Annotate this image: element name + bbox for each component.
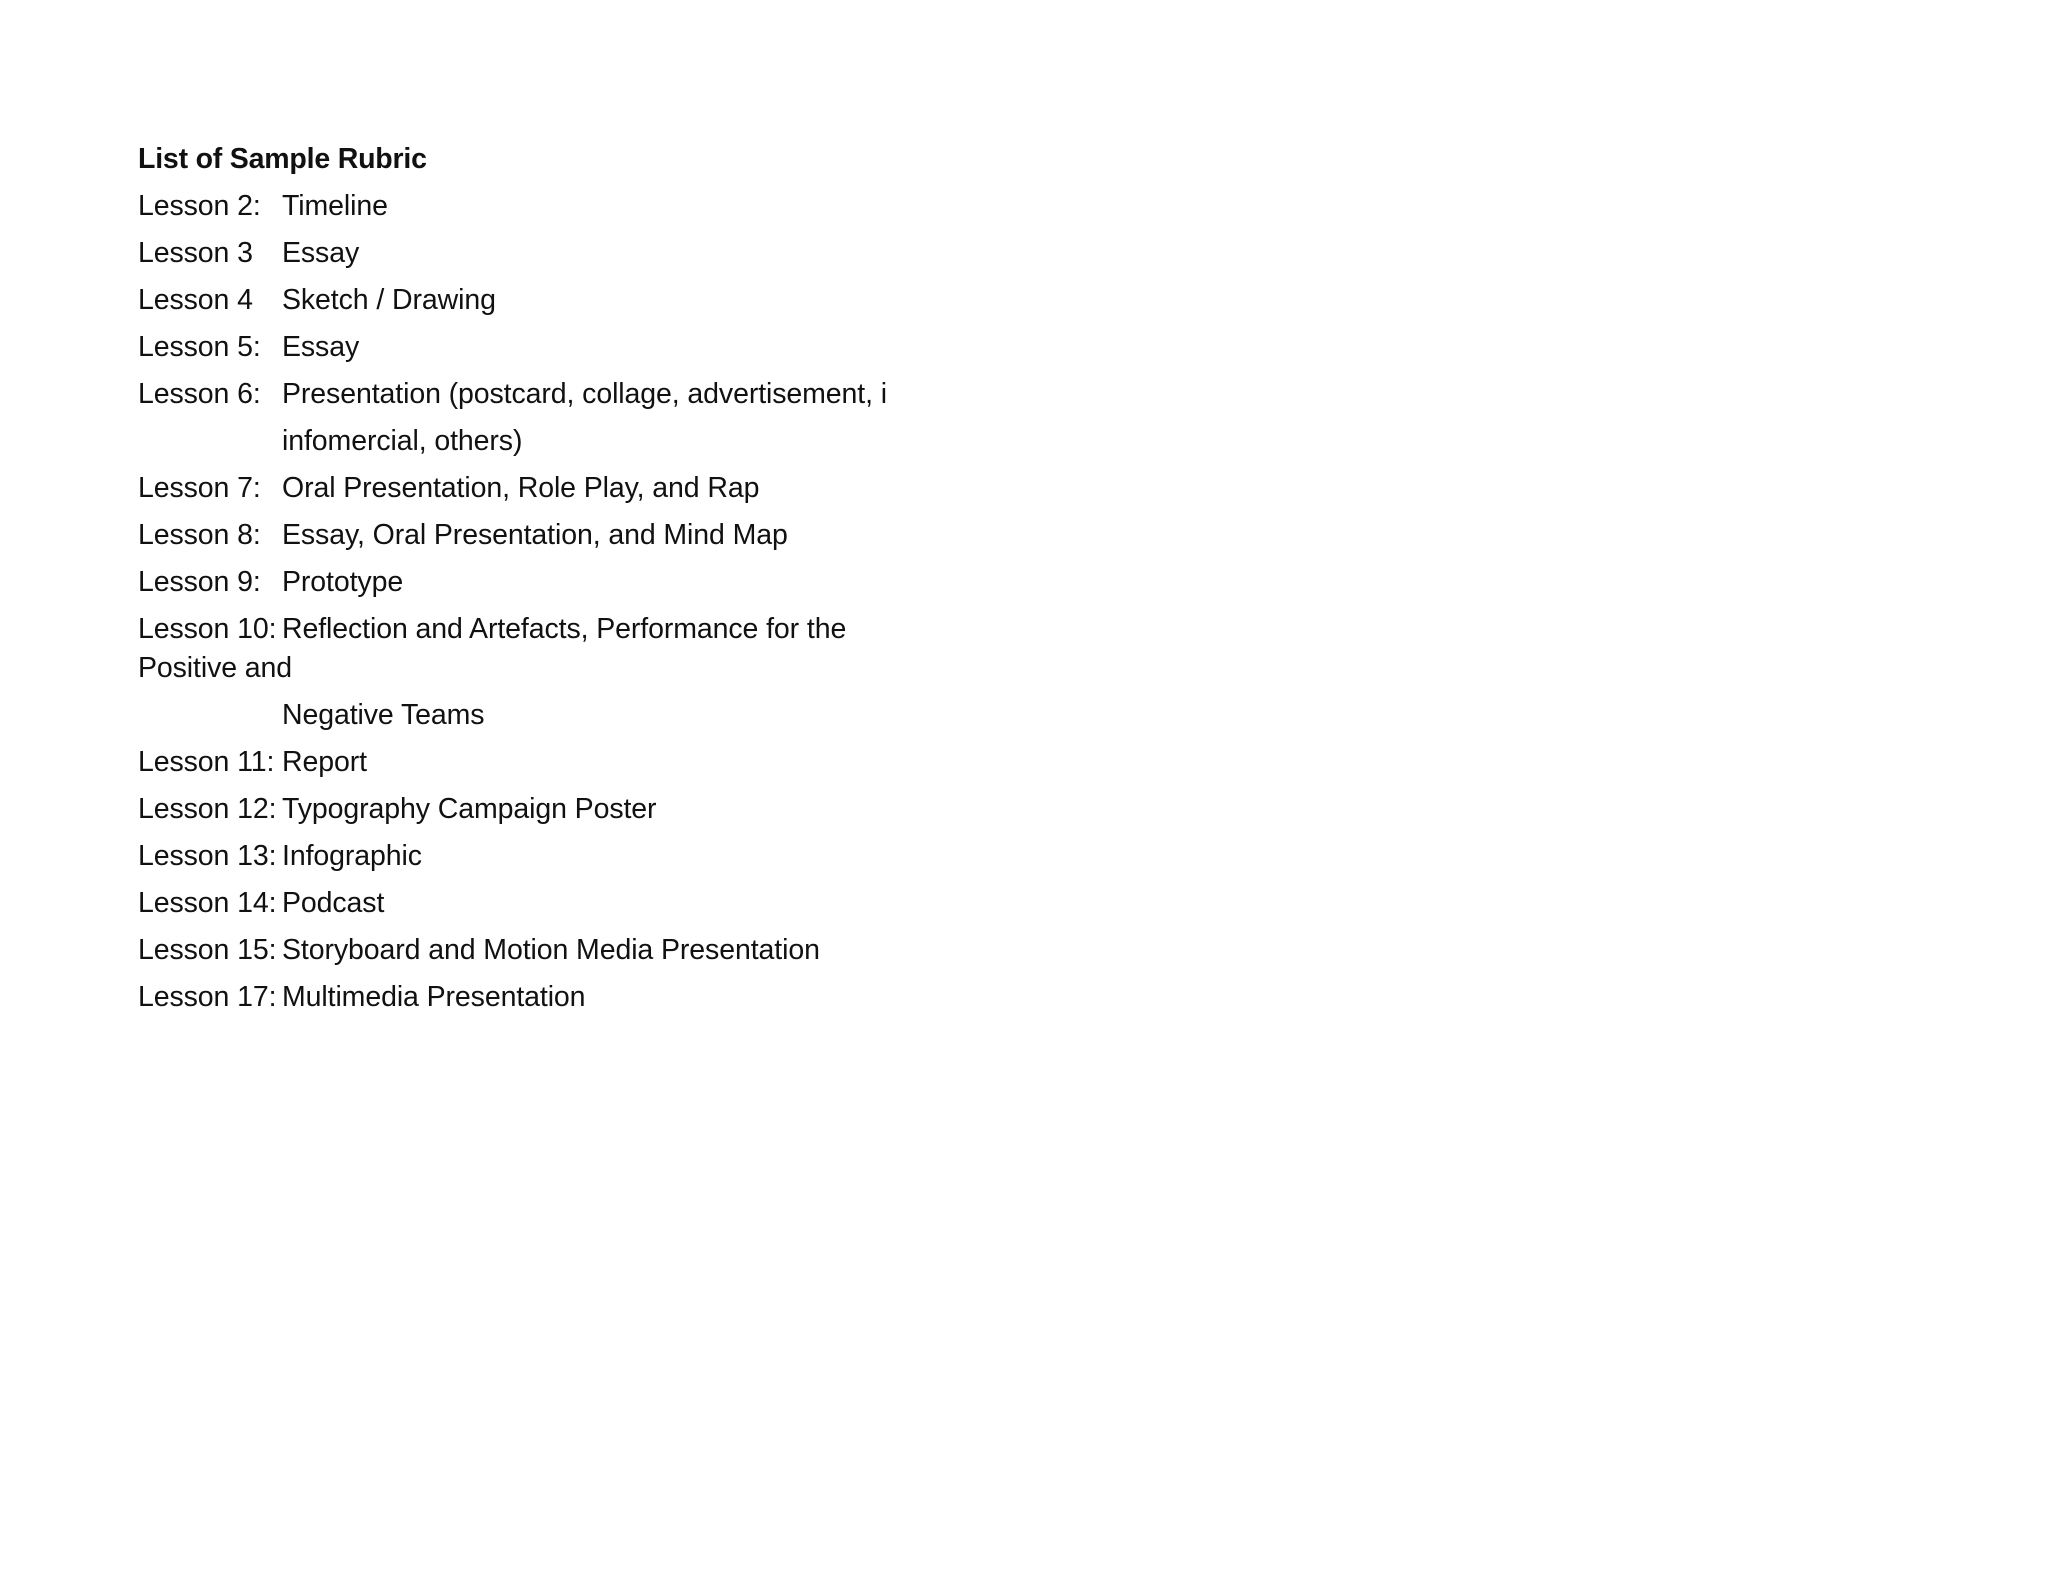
list-item: [138, 927, 1038, 974]
lesson-rubric: Storyboard and Motion Media Presentation: [282, 934, 820, 966]
lesson-label: Lesson 15:: [138, 934, 277, 966]
page-title: List of Sample Rubric: [138, 143, 427, 175]
list-item: [138, 610, 1038, 688]
list-item-continuation: infomercial, others): [282, 425, 523, 457]
lesson-label: Lesson 14:: [138, 887, 277, 919]
lesson-rubric: Oral Presentation, Role Play, and Rap: [282, 472, 760, 504]
lesson-label: Lesson 8:: [138, 519, 261, 551]
lesson-label: Lesson 17:: [138, 981, 277, 1013]
lesson-rubric: Report: [282, 746, 367, 778]
lesson-label: Lesson 4: [138, 284, 253, 316]
lesson-label: Lesson 2:: [138, 190, 261, 222]
rubric-list: [138, 136, 1038, 1021]
lesson-rubric: Essay: [282, 331, 360, 363]
list-item: [138, 833, 1038, 880]
list-item: [138, 465, 1038, 512]
list-item: [138, 974, 1038, 1021]
lesson-label: Lesson 3: [138, 237, 253, 269]
lesson-rubric: Podcast: [282, 887, 385, 919]
lesson-rubric-wrap: Positive and: [138, 652, 293, 684]
list-item: [138, 183, 1038, 230]
list-item: [138, 371, 1038, 418]
list-item-continuation: Negative Teams: [282, 699, 485, 731]
lesson-label: Lesson 10:: [138, 613, 277, 645]
lesson-rubric: Typography Campaign Poster: [282, 793, 657, 825]
lesson-rubric: Multimedia Presentation: [282, 981, 586, 1013]
lesson-rubric: Prototype: [282, 566, 404, 598]
list-item: [138, 230, 1038, 277]
lesson-label: Lesson 6:: [138, 378, 261, 410]
lesson-rubric: Essay: [282, 237, 360, 269]
lesson-label: Lesson 12:: [138, 793, 277, 825]
lesson-rubric: Essay, Oral Presentation, and Mind Map: [282, 519, 788, 551]
list-item: [138, 512, 1038, 559]
list-item: [138, 277, 1038, 324]
lesson-rubric: Presentation (postcard, collage, advertisement, i: [282, 378, 887, 410]
list-item: [138, 880, 1038, 927]
list-item: [138, 786, 1038, 833]
lesson-label: Lesson 11:: [138, 746, 275, 778]
lesson-label: Lesson 5:: [138, 331, 261, 363]
lesson-label: Lesson 13:: [138, 840, 277, 872]
list-item: [138, 559, 1038, 606]
list-item: [138, 739, 1038, 786]
lesson-label: Lesson 7:: [138, 472, 261, 504]
lesson-label: Lesson 9:: [138, 566, 261, 598]
lesson-rubric: Reflection and Artefacts, Performance for the: [282, 613, 847, 645]
list-item: [138, 324, 1038, 371]
lesson-rubric: Sketch / Drawing: [282, 284, 496, 316]
lesson-rubric: Timeline: [282, 190, 388, 222]
lesson-rubric: Infographic: [282, 840, 422, 872]
